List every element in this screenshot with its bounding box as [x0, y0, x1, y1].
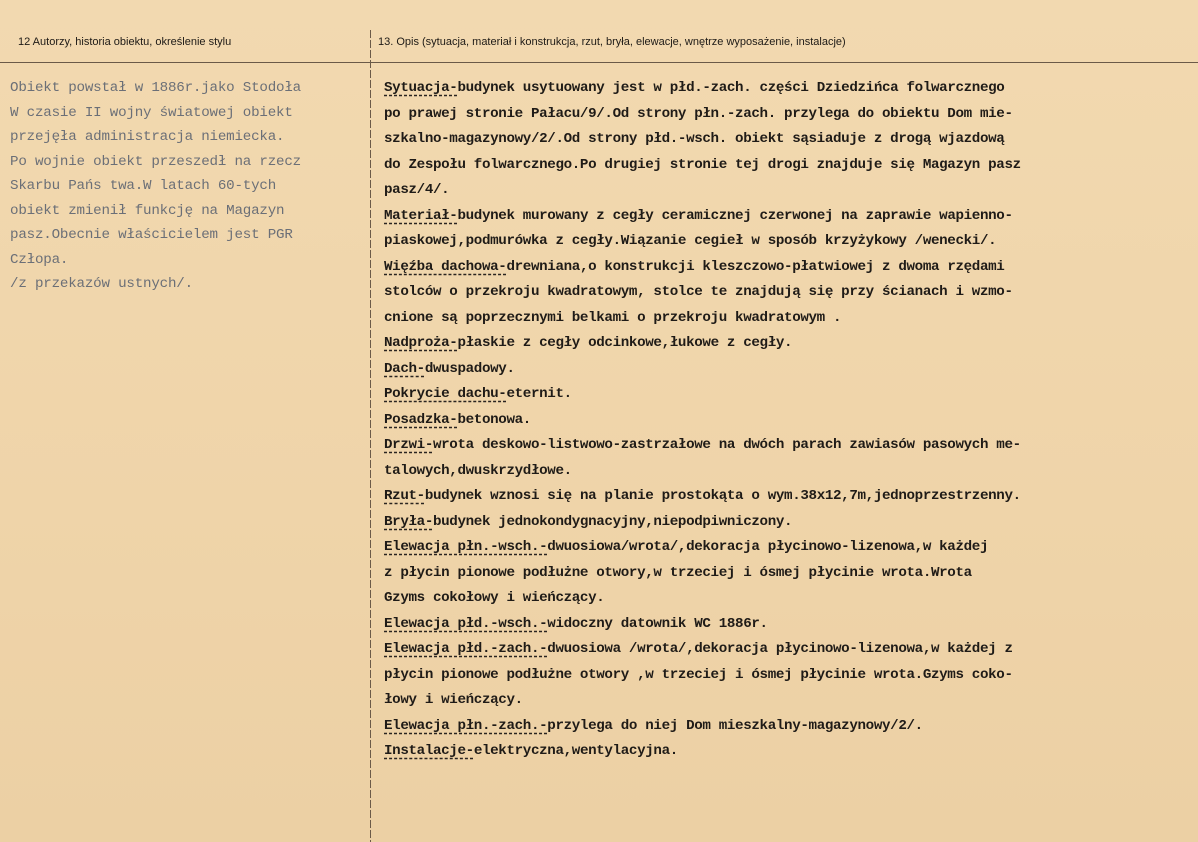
- description-line: [384, 688, 1184, 714]
- description-line: [384, 280, 1184, 306]
- description-text-span: po prawej stronie Pałacu/9/.Od strony płn.-zach. przylega do obiektu Dom mie-: [384, 105, 1013, 122]
- description-text-span: dwuosiowa /wrota/,dekoracja płycinowo-lizenowa,w każdej z: [547, 641, 1013, 657]
- description-text-span: dwuspadowy.: [424, 360, 515, 377]
- description-line: [384, 331, 1184, 357]
- description-text-span: piaskowej,podmurówka z cegły.Wiązanie cegieł w sposób krzyżykowy /wenecki/.: [384, 233, 997, 249]
- description-text-span: przylega do niej Dom mieszkalny-magazynowy/2/.: [547, 717, 923, 734]
- history-line: W czasie II wojny światowej obiekt: [10, 104, 293, 121]
- description-text-span: z płycin pionowe podłużne otwory,w trzeciej i ósmej płycinie wrota.Wrota: [384, 564, 972, 581]
- section-heading: Instalacje-: [384, 743, 474, 759]
- description-text-span: Gzyms cokołowy i wieńczący.: [384, 590, 605, 606]
- description-line: [384, 229, 1184, 255]
- history-line: Człopa.: [10, 251, 69, 268]
- description-text-span: elektryczna,wentylacyjna.: [473, 743, 678, 759]
- description-text-span: łowy i wieńczący.: [384, 692, 523, 708]
- description-line: [384, 127, 1184, 153]
- history-line: obiekt zmienił funkcję na Magazyn: [10, 202, 285, 219]
- left-column-header: 12 Autorzy, historia obiektu, określenie stylu: [18, 36, 232, 48]
- description-line: [384, 76, 1184, 102]
- description-line: [384, 178, 1184, 204]
- description-text-span: pasz/4/.: [384, 182, 450, 198]
- right-column-header: 13. Opis (sytuacja, materiał i konstrukcja, rzut, bryła, elewacje, wnętrze wyposażenie, instalacje): [378, 36, 846, 48]
- description-text-span: płycin pionowe podłużne otwory ,w trzeciej i ósmej płycinie wrota.Gzyms coko-: [384, 666, 1013, 683]
- description-line: [384, 102, 1184, 128]
- description-line: [384, 637, 1184, 663]
- description-line: [384, 357, 1184, 383]
- history-line: Skarbu Pańs twa.W latach 60-tych: [10, 178, 277, 194]
- description-text-span: drewniana,o konstrukcji kleszczowo-płatwiowej z dwoma rzędami: [506, 258, 1005, 275]
- section-heading: Materiał-: [384, 207, 458, 224]
- description-line: [384, 459, 1184, 485]
- section-heading: Elewacja płd.-zach.-: [384, 641, 548, 657]
- description-text-span: budynek wznosi się na planie prostokąta o wym.38x12,7m,jednoprzestrzenny.: [424, 488, 1021, 504]
- section-heading: Elewacja płn.-wsch.-: [384, 539, 548, 555]
- description-text-span: płaskie z cegły odcinkowe,łukowe z cegły.: [457, 335, 793, 351]
- description-text-span: szkalno-magazynowy/2/.Od strony płd.-wsch. obiekt sąsiaduje z drogą wjazdową: [384, 131, 1005, 147]
- description-line: [384, 714, 1184, 740]
- description-text-span: cnione są poprzecznymi belkami o przekroju kwadratowym .: [384, 309, 842, 326]
- description-line: [384, 408, 1184, 434]
- history-line: pasz.Obecnie właścicielem jest PGR: [10, 227, 293, 243]
- description-text-span: budynek jednokondygnacyjny,niepodpiwniczony.: [432, 513, 793, 530]
- description-text-span: budynek usytuowany jest w płd.-zach. części Dziedzińca folwarcznego: [457, 80, 1005, 96]
- description-line: [384, 663, 1184, 689]
- description-text-span: widoczny datownik WC 1886r.: [547, 615, 768, 632]
- description-text-span: do Zespołu folwarcznego.Po drugiej stronie tej drogi znajduje się Magazyn pasz: [384, 156, 1021, 173]
- description-line: [384, 204, 1184, 230]
- description-line: [384, 739, 1184, 765]
- description-line: [384, 255, 1184, 281]
- history-line: Obiekt powstał w 1886r.jako Stodoła: [10, 80, 301, 96]
- description-text-span: budynek murowany z cegły ceramicznej czerwonej na zaprawie wapienno-: [457, 207, 1013, 224]
- description-text-span: eternit.: [506, 386, 572, 402]
- history-line: /z przekazów ustnych/.: [10, 276, 193, 292]
- section-heading: Sytuacja-: [384, 80, 458, 96]
- description-line: [384, 306, 1184, 332]
- section-heading: Dach-: [384, 360, 425, 377]
- history-line: przejęła administracja niemiecka.: [10, 129, 285, 145]
- section-heading: Nadproża-: [384, 335, 458, 351]
- description-text-span: wrota deskowo-listwowo-zastrzałowe na dwóch parach zawiasów pasowych me-: [432, 437, 1021, 453]
- description-line: [384, 535, 1184, 561]
- history-text: [10, 76, 366, 297]
- description-text-span: stolców o przekroju kwadratowym, stolce te znajdują się przy ścianach i wzmo-: [384, 284, 1013, 300]
- description-line: [384, 561, 1184, 587]
- description-line: [384, 484, 1184, 510]
- description-text-span: talowych,dwuskrzydłowe.: [384, 462, 572, 479]
- section-heading: Posadzka-: [384, 411, 458, 428]
- section-heading: Drzwi-: [384, 437, 433, 453]
- section-heading: Bryła-: [384, 513, 433, 530]
- section-heading: Więźba dachowa-: [384, 258, 507, 275]
- description-line: [384, 153, 1184, 179]
- description-text-span: betonowa.: [457, 411, 531, 428]
- section-heading: Rzut-: [384, 488, 425, 504]
- column-divider: [370, 30, 371, 842]
- description-line: [384, 433, 1184, 459]
- description-line: [384, 510, 1184, 536]
- description-line: [384, 612, 1184, 638]
- section-heading: Elewacja płn.-zach.-: [384, 717, 548, 734]
- section-heading: Elewacja płd.-wsch.-: [384, 615, 548, 632]
- description-line: [384, 382, 1184, 408]
- description-text: [384, 76, 1184, 765]
- history-line: Po wojnie obiekt przeszedł na rzecz: [10, 153, 301, 170]
- header-divider: [0, 62, 1198, 63]
- section-heading: Pokrycie dachu-: [384, 386, 507, 402]
- description-text-span: dwuosiowa/wrota/,dekoracja płycinowo-lizenowa,w każdej: [547, 539, 989, 555]
- description-line: [384, 586, 1184, 612]
